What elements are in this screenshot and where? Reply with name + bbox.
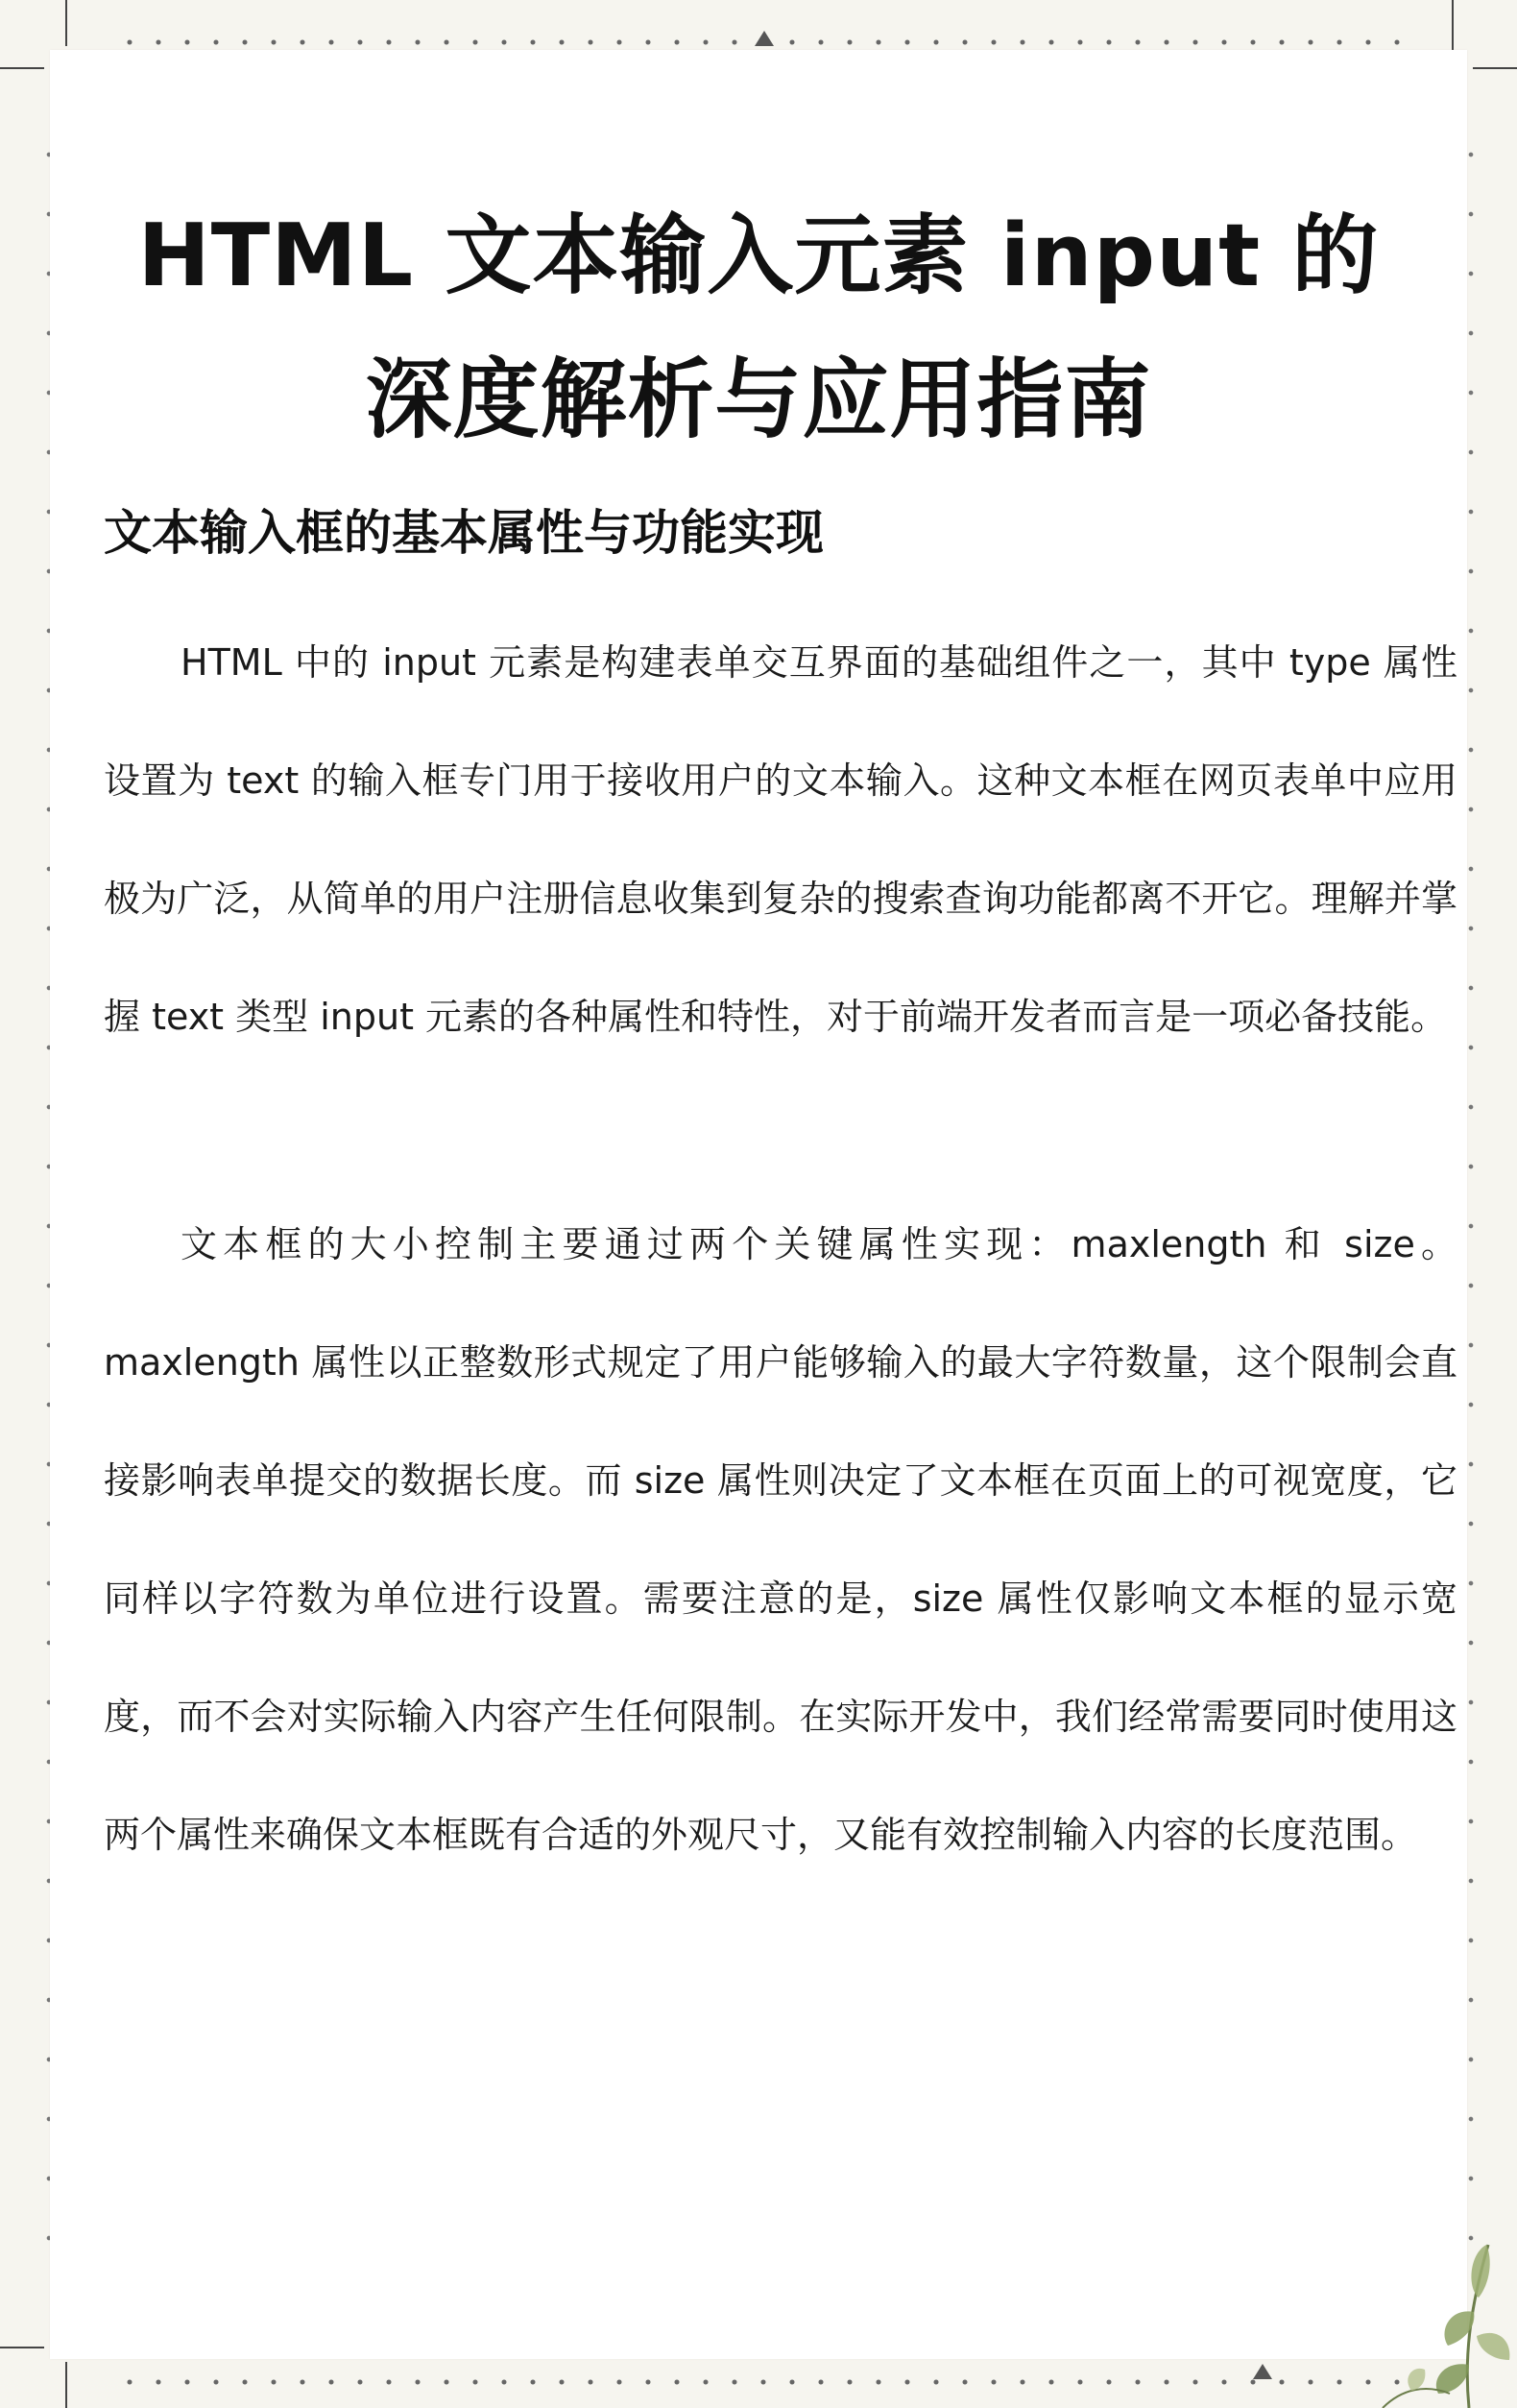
decorative-line [0,67,44,69]
triangle-ornament-icon [1253,2364,1272,2379]
decorative-line [65,0,67,46]
body-paragraph: HTML 中的 input 元素是构建表单交互界面的基础组件之一，其中 type 属性设置为 text 的输入框专门用于接收用户的文本输入。这种文本框在网页表单中应用极为广泛，从简单的用户注册信息收集到复杂的搜索查询功能都离不开它。理解并掌握 text 类型 input 元素的各种属性和特性，对于前端开发者而言是一项必备技能。 [104,641,1457,1038]
body-paragraph: 文本框的大小控制主要通过两个关键属性实现：maxlength 和 size。maxlength 属性以正整数形式规定了用户能够输入的最大字符数量，这个限制会直接影响表单提交的数据长度。而 size 属性则决定了文本框在页面上的可视宽度，它同样以字符数为单位进行设置。需要注意的是，size 属性仅影响文本框的显示宽度，而不会对实际输入内容产生任何限制。在实际开发中，我们经常需要同时使用这两个属性来确保文本框既有合适的外观尺寸，又能有效控制输入内容的长度范围。 [104,1223,1457,1856]
document-title [50,184,1467,472]
decorative-line [1473,67,1517,69]
decorative-line [65,2362,67,2408]
decorative-line [0,2347,44,2348]
decorative-line [1452,0,1454,50]
section-heading: 文本输入框的基本属性与功能实现 [104,505,824,561]
document-title-line2: 深度解析与应用指南 [365,349,1152,450]
leaf-decoration-icon [1325,2206,1517,2408]
document-page [50,50,1467,2359]
document-title-line1: HTML 文本输入元素 input 的 [137,205,1380,306]
triangle-ornament-icon [755,31,774,46]
decorative-dotted-border-bottom [115,2378,1411,2386]
decorative-dotted-border-right [1467,125,1475,2285]
